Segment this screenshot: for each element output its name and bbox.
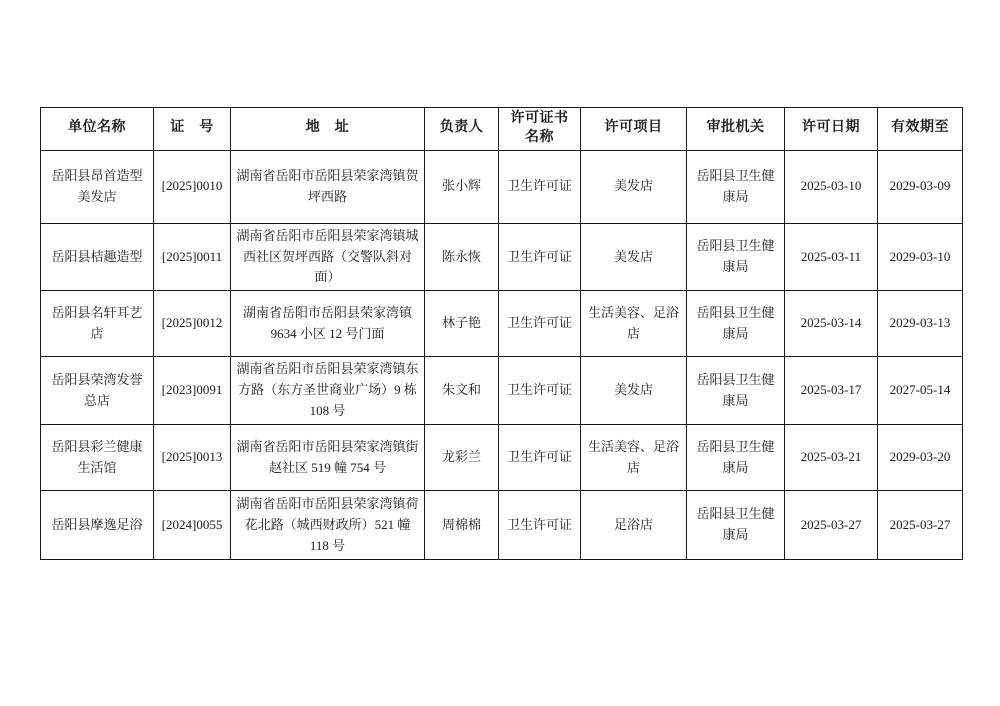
column-header-cert-type: 许可证书名称 — [499, 108, 581, 151]
cell-manager: 朱文和 — [425, 357, 499, 425]
column-header-authority: 审批机关 — [687, 108, 785, 151]
cell-manager: 张小辉 — [425, 150, 499, 223]
table-row — [41, 491, 963, 560]
table-header-row — [41, 108, 963, 151]
table-row — [41, 357, 963, 425]
cell-issue-date: 2025-03-14 — [785, 291, 878, 357]
table-row — [41, 223, 963, 290]
cell-unit-name: 岳阳县桔趣造型 — [41, 223, 154, 290]
cell-issue-date: 2025-03-17 — [785, 357, 878, 425]
cell-issue-date: 2025-03-11 — [785, 223, 878, 290]
column-header-address: 地 址 — [231, 108, 425, 151]
column-header-valid-until: 有效期至 — [878, 108, 963, 151]
cell-cert-type: 卫生许可证 — [499, 150, 581, 223]
cell-unit-name: 岳阳县荣湾发誉总店 — [41, 357, 154, 425]
cell-issue-date: 2025-03-21 — [785, 425, 878, 491]
cell-valid-until: 2029-03-20 — [878, 425, 963, 491]
cell-authority: 岳阳县卫生健康局 — [687, 357, 785, 425]
cell-manager: 周棉棉 — [425, 491, 499, 560]
cell-items: 生活美容、足浴店 — [581, 425, 687, 491]
table-row — [41, 150, 963, 223]
cell-items: 生活美容、足浴店 — [581, 291, 687, 357]
column-header-issue-date: 许可日期 — [785, 108, 878, 151]
cell-issue-date: 2025-03-10 — [785, 150, 878, 223]
cell-cert-type: 卫生许可证 — [499, 223, 581, 290]
cell-manager: 林子艳 — [425, 291, 499, 357]
cell-address: 湖南省岳阳市岳阳县荣家湾镇城西社区贺坪西路（交警队斜对面） — [231, 223, 425, 290]
cell-authority: 岳阳县卫生健康局 — [687, 150, 785, 223]
cell-address: 湖南省岳阳市岳阳县荣家湾镇东方路（东方圣世商业广场）9 栋 108 号 — [231, 357, 425, 425]
cell-cert-no: [2025]0010 — [154, 150, 231, 223]
cell-cert-no: [2025]0012 — [154, 291, 231, 357]
column-header-items: 许可项目 — [581, 108, 687, 151]
cell-cert-no: [2025]0013 — [154, 425, 231, 491]
cell-address: 湖南省岳阳市岳阳县荣家湾镇荷花北路（城西财政所）521 幢 118 号 — [231, 491, 425, 560]
cell-unit-name: 岳阳县名轩耳艺店 — [41, 291, 154, 357]
cell-authority: 岳阳县卫生健康局 — [687, 491, 785, 560]
cell-unit-name: 岳阳县昂首造型美发店 — [41, 150, 154, 223]
table-row — [41, 425, 963, 491]
cell-valid-until: 2027-05-14 — [878, 357, 963, 425]
cell-items: 美发店 — [581, 223, 687, 290]
cell-address: 湖南省岳阳市岳阳县荣家湾镇贺坪西路 — [231, 150, 425, 223]
cell-cert-no: [2024]0055 — [154, 491, 231, 560]
cell-items: 美发店 — [581, 357, 687, 425]
column-header-cert-no: 证 号 — [154, 108, 231, 151]
table-body — [41, 150, 963, 559]
cell-items: 美发店 — [581, 150, 687, 223]
cell-cert-type: 卫生许可证 — [499, 425, 581, 491]
cell-issue-date: 2025-03-27 — [785, 491, 878, 560]
cell-manager: 陈永恢 — [425, 223, 499, 290]
cell-authority: 岳阳县卫生健康局 — [687, 223, 785, 290]
cell-cert-no: [2023]0091 — [154, 357, 231, 425]
cell-cert-type: 卫生许可证 — [499, 291, 581, 357]
cell-authority: 岳阳县卫生健康局 — [687, 425, 785, 491]
column-header-name: 单位名称 — [41, 108, 154, 151]
cell-manager: 龙彩兰 — [425, 425, 499, 491]
cell-valid-until: 2029-03-10 — [878, 223, 963, 290]
cell-authority: 岳阳县卫生健康局 — [687, 291, 785, 357]
cell-valid-until: 2025-03-27 — [878, 491, 963, 560]
cell-address: 湖南省岳阳市岳阳县荣家湾镇街赵社区 519 幢 754 号 — [231, 425, 425, 491]
cell-valid-until: 2029-03-09 — [878, 150, 963, 223]
cell-cert-type: 卫生许可证 — [499, 491, 581, 560]
permits-table — [40, 107, 963, 560]
cell-cert-type: 卫生许可证 — [499, 357, 581, 425]
cell-address: 湖南省岳阳市岳阳县荣家湾镇 9634 小区 12 号门面 — [231, 291, 425, 357]
table-row — [41, 291, 963, 357]
cell-cert-no: [2025]0011 — [154, 223, 231, 290]
cell-unit-name: 岳阳县彩兰健康生活馆 — [41, 425, 154, 491]
column-header-manager: 负责人 — [425, 108, 499, 151]
cell-valid-until: 2029-03-13 — [878, 291, 963, 357]
cell-unit-name: 岳阳县摩逸足浴 — [41, 491, 154, 560]
cell-items: 足浴店 — [581, 491, 687, 560]
